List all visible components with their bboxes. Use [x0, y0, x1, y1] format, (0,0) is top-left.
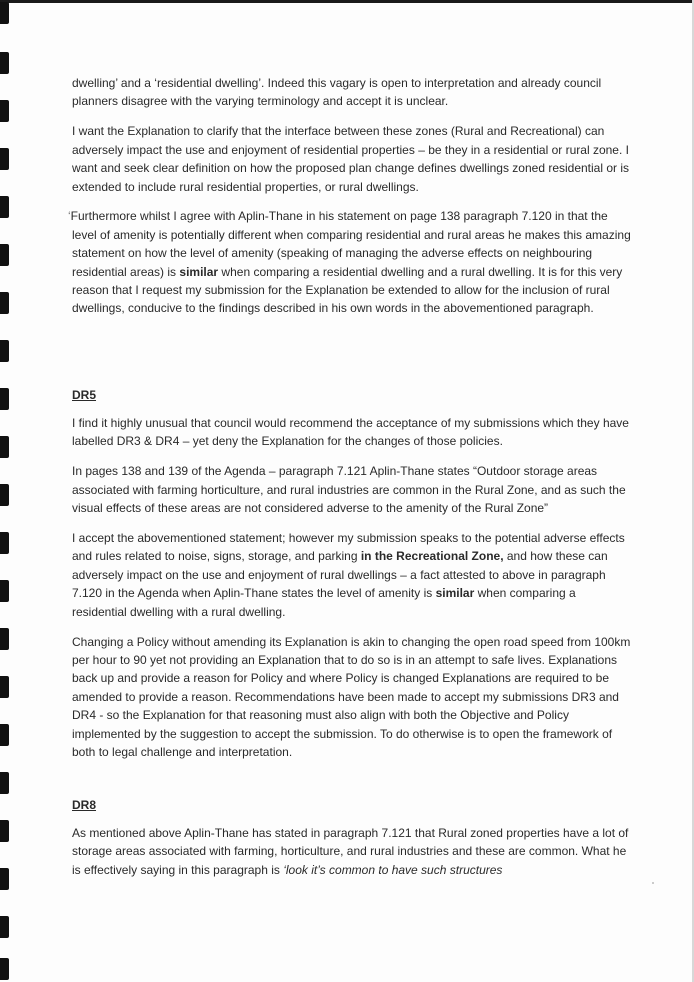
section-heading-dr8: DR8 — [72, 798, 97, 812]
paragraph-furthermore — [68, 207, 632, 317]
paragraph-intro-1: dwelling’ and a ‘residential dwelling’. Indeed this vagary is open to interpretation and already council planners disagree with the varying terminology and accept it is unclear. — [72, 76, 602, 109]
scan-top-edge — [0, 0, 694, 3]
text-run: Furthermore whilst I agree with Aplin-Thane in his statement on page 138 paragraph 7.120 in that the level of amenity is potentially different when comparing residential and rural areas he makes this amazing statement on how the level of amenity (speaking of managing the adverse effects on neighbouring residential areas) is — [70, 209, 631, 279]
document-body — [68, 74, 632, 877]
italic-run: ‘look it’s common to have such structures — [283, 862, 503, 877]
dr5-paragraph-4: Changing a Policy without amending its Explanation is akin to changing the open road speed from 100km per hour to 90 yet not providing an Explanation that to do so is in an attempt to safe lives. Explanations back up and provide a reason for Policy and where Policy is changed Explanations are required to be amended to provide a reason. Recommendations have been made to accept my submissions DR3 and DR4 - so the Explanation for that reasoning must also align with both the Objective and Policy implemented by the suggestion to accept the submission. To do otherwise is to open the framework of both to legal challenge and interpretation. — [72, 634, 631, 759]
binding-holes — [0, 0, 12, 982]
dr8-paragraph-1 — [72, 824, 632, 879]
text-run: I accept the abovementioned statement; however my submission speaks to the potential adverse effects and rules related to noise, signs, storage, and parking — [72, 531, 625, 564]
paragraph-intro-2: I want the Explanation to clarify that the interface between these zones (Rural and Recreational) can adversely impact the use and enjoyment of residential properties – be they in a residential or rural zone. I want and seek clear definition on how the proposed plan change defines dwellings zoned residential or is extended to include rural residential properties, or rural dwellings. — [72, 124, 630, 194]
dr5-paragraph-3 — [72, 529, 632, 621]
text-run: As mentioned above Aplin-Thane has stated in paragraph 7.121 that Rural zoned properties have a lot of storage areas associated with farming, horticulture, and rural industries and these are common. What he is effectively saying in this paragraph is — [72, 826, 629, 877]
section-dr8 — [72, 796, 632, 891]
dr5-paragraph-2: In pages 138 and 139 of the Agenda – paragraph 7.121 Aplin-Thane states “Outdoor storage areas associated with farming horticulture, and rural industries are common in the Rural Zone, and as such the visual effects of these areas are not considered adverse to the amenity of the Rural Zone” — [72, 464, 626, 516]
bold-run: similar — [179, 264, 219, 279]
text-run: and how these can adversely impact on the use and enjoyment of rural dwellings – a fact attested to above in paragraph 7.120 in the Agenda when Aplin-Thane states the level of amenity is — [72, 549, 608, 601]
text-run: when comparing a residential dwelling with a rural dwelling. — [72, 586, 576, 619]
scan-speck — [652, 882, 654, 884]
stray-mark: ‘ — [68, 209, 71, 224]
text-run: when comparing a residential dwelling and a rural dwelling. It is for this very reason that I request my submission for the Explanation be extended to allow for the inclusion of rural dwellings, conducive to the findings described in his own words in the abovementioned paragraph. — [72, 264, 623, 316]
section-dr5 — [72, 386, 632, 773]
section-heading-dr5: DR5 — [72, 388, 97, 402]
bold-run: in the Recreational Zone, — [360, 549, 504, 564]
dr5-paragraph-1: I find it highly unusual that council would recommend the acceptance of my submissions which they have labelled DR3 & DR4 – yet deny the Explanation for the changes of those policies. — [72, 416, 629, 449]
bold-run: similar — [435, 586, 475, 601]
